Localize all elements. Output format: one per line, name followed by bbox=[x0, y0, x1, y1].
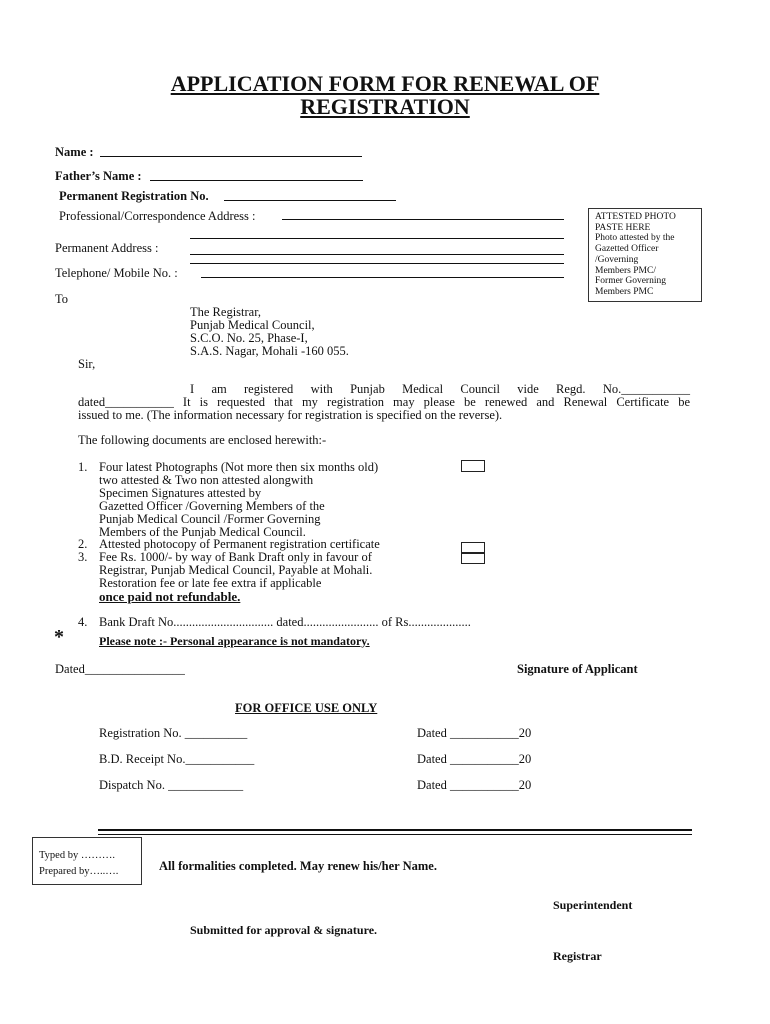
name-label: Name : bbox=[55, 145, 94, 159]
item2-text: Attested photocopy of Permanent registration certificate bbox=[99, 537, 380, 551]
request-para-line2: dated___________ It is requested that my registration may please be renewed and Renewal Certificate be bbox=[78, 395, 690, 409]
typed-by: Typed by ………. bbox=[39, 850, 115, 861]
registrar-label: Registrar bbox=[553, 949, 602, 963]
bd-receipt-field: B.D. Receipt No.___________ bbox=[99, 752, 255, 766]
item-number: 2. bbox=[78, 537, 88, 551]
office-dated-field: Dated ___________20 bbox=[417, 726, 532, 740]
telephone-label: Telephone/ Mobile No. : bbox=[55, 266, 178, 280]
item1-line: Gazetted Officer /Governing Members of the bbox=[99, 499, 325, 513]
applicant-dated: Dated________________ bbox=[55, 662, 185, 676]
prof-address-label: Professional/Correspondence Address : bbox=[59, 209, 256, 223]
item1-line: Specimen Signatures attested by bbox=[99, 486, 262, 500]
photo-box-line: ATTESTED PHOTO bbox=[595, 212, 676, 222]
item1-line: Four latest Photographs (Not more then six months old) bbox=[99, 460, 379, 474]
office-dated-field: Dated ___________20 bbox=[417, 752, 532, 766]
photo-box-line: Former Governing bbox=[595, 276, 666, 287]
prof-address-field[interactable] bbox=[282, 219, 564, 220]
formalities-text: All formalities completed. May renew his/her Name. bbox=[159, 859, 437, 873]
item1-line: Punjab Medical Council /Former Governing bbox=[99, 512, 321, 526]
perm-reg-no-field[interactable] bbox=[224, 200, 396, 201]
office-use-heading: FOR OFFICE USE ONLY bbox=[235, 701, 378, 715]
submitted-text: Submitted for approval & signature. bbox=[190, 923, 378, 937]
photo-box-line: Gazetted Officer bbox=[595, 244, 659, 255]
item3-line: Restoration fee or late fee extra if applicable bbox=[99, 576, 322, 590]
photo-box-line: Members PMC/ bbox=[595, 265, 656, 276]
perm-address-field[interactable] bbox=[190, 254, 564, 255]
form-title-line2: REGISTRATION bbox=[300, 94, 470, 119]
telephone-field[interactable] bbox=[201, 277, 564, 278]
perm-reg-no-label: Permanent Registration No. bbox=[59, 189, 209, 203]
item3-checkbox[interactable] bbox=[461, 552, 485, 564]
addressee-line: Punjab Medical Council, bbox=[190, 318, 315, 332]
father-name-field[interactable] bbox=[150, 180, 363, 181]
name-field[interactable] bbox=[100, 156, 362, 157]
separator-line bbox=[98, 829, 692, 835]
office-dated-field: Dated ___________20 bbox=[417, 778, 532, 792]
enclosed-intro: The following documents are enclosed herewith:- bbox=[78, 433, 327, 447]
prepared-by: Prepared by…..…. bbox=[39, 866, 119, 877]
perm-address-field-line2[interactable] bbox=[190, 263, 564, 264]
item-number: 3. bbox=[78, 550, 88, 564]
perm-address-label: Permanent Address : bbox=[55, 241, 159, 255]
item1-line: Members of the Punjab Medical Council. bbox=[99, 525, 306, 539]
item-number: 1. bbox=[78, 460, 88, 474]
typed-prepared-box bbox=[32, 837, 142, 885]
addressee-line: S.C.O. No. 25, Phase-I, bbox=[190, 331, 308, 345]
item1-checkbox[interactable] bbox=[461, 460, 485, 472]
father-name-label: Father’s Name : bbox=[55, 169, 142, 183]
item4-text: Bank Draft No................................ dated........................ of Rs.................... bbox=[99, 615, 471, 629]
dispatch-no-field: Dispatch No. ____________ bbox=[99, 778, 244, 792]
signature-label: Signature of Applicant bbox=[517, 662, 638, 676]
item3-line: Registrar, Punjab Medical Council, Payable at Mohali. bbox=[99, 563, 373, 577]
addressee-line: S.A.S. Nagar, Mohali -160 055. bbox=[190, 344, 349, 358]
salutation: Sir, bbox=[78, 357, 96, 371]
request-para-line1: I am registered with Punjab Medical Council vide Regd. No.___________ bbox=[190, 382, 690, 396]
item-number: 4. bbox=[78, 615, 88, 629]
photo-box-line: Members PMC bbox=[595, 286, 654, 297]
to-label: To bbox=[55, 292, 69, 306]
address-field-line2[interactable] bbox=[190, 238, 564, 239]
registration-no-field: Registration No. __________ bbox=[99, 726, 248, 740]
request-para-line3: issued to me. (The information necessary for registration is specified on the reverse). bbox=[78, 408, 503, 422]
photo-box-line: PASTE HERE bbox=[595, 222, 651, 233]
non-refundable-note: once paid not refundable. bbox=[99, 589, 241, 604]
superintendent-label: Superintendent bbox=[553, 898, 633, 912]
item1-line: two attested & Two non attested alongwith bbox=[99, 473, 314, 487]
form-title-line1: APPLICATION FORM FOR RENEWAL OF bbox=[170, 71, 600, 96]
photo-box-line: /Governing bbox=[595, 254, 639, 265]
item3-line: Fee Rs. 1000/- by way of Bank Draft only in favour of bbox=[99, 550, 372, 564]
photo-box-line: Photo attested by the bbox=[595, 233, 675, 244]
note-star: * bbox=[54, 626, 64, 648]
note-text: Please note :- Personal appearance is not mandatory. bbox=[99, 634, 370, 648]
attested-photo-box[interactable] bbox=[588, 208, 702, 302]
addressee-line: The Registrar, bbox=[190, 305, 262, 319]
